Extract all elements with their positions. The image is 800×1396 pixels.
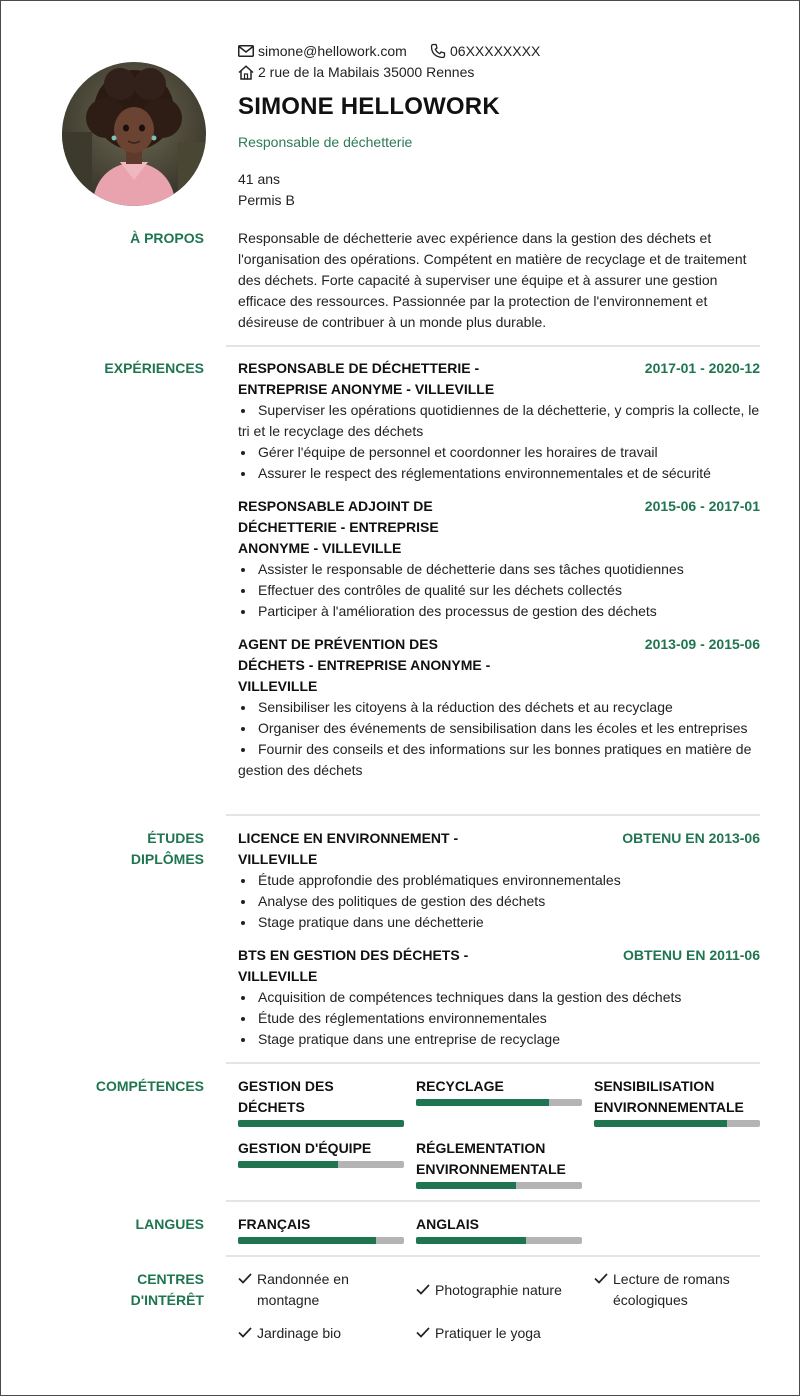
skill-item [416, 1138, 582, 1189]
check-icon [416, 1327, 430, 1338]
experience-entry [238, 358, 760, 484]
list-item: Assurer le respect des réglementations environnementales et de sécurité [238, 463, 760, 484]
interest-text: Photographie nature [435, 1282, 562, 1298]
language-bar-fill [416, 1237, 526, 1244]
language-item [416, 1214, 582, 1244]
skill-bar [238, 1161, 404, 1168]
list-item: Stage pratique dans une déchetterie [238, 912, 760, 933]
check-icon [594, 1273, 608, 1284]
entry-title: LICENCE EN ENVIRONNEMENT - VILLEVILLE [238, 830, 459, 867]
language-name: ANGLAIS [416, 1216, 479, 1232]
experience-entry [238, 496, 760, 622]
education-entry [238, 945, 760, 1050]
skills-label: COMPÉTENCES [95, 1078, 204, 1094]
entry-dates: OBTENU EN 2013-06 [622, 830, 760, 846]
divider [226, 1255, 760, 1257]
language-item [238, 1214, 404, 1244]
email[interactable]: simone@hellowork.com [258, 43, 407, 59]
skill-item [238, 1138, 404, 1168]
interest-text: Lecture de romans écologiques [613, 1271, 730, 1308]
language-name: FRANÇAIS [238, 1216, 311, 1232]
entry-dates: 2013-09 - 2015-06 [644, 636, 760, 652]
list-item: Superviser les opérations quotidiennes de la déchetterie, y compris la collecte, le tri et le recyclage des déchets [238, 400, 760, 442]
skill-name: GESTION D'ÉQUIPE [238, 1140, 372, 1156]
language-bar [416, 1237, 582, 1244]
entry-bullets [238, 870, 760, 933]
education-label [131, 828, 204, 870]
skill-bar-fill [238, 1161, 338, 1168]
experience-label: EXPÉRIENCES [104, 360, 204, 376]
list-item: Étude approfondie des problématiques environnementales [238, 870, 760, 891]
skill-bar-fill [416, 1182, 516, 1189]
email-icon [238, 45, 254, 57]
entry-bullets [238, 400, 760, 484]
entry-title: RESPONSABLE ADJOINT DE DÉCHETTERIE - ENTREPRISE ANONYME - VILLEVILLE [238, 498, 439, 556]
address-line [238, 64, 474, 80]
skill-name: SENSIBILISATION ENVIRONNEMENTALE [594, 1078, 744, 1115]
list-item: Étude des réglementations environnementales [238, 1008, 760, 1029]
skill-item [238, 1076, 404, 1127]
skill-item [416, 1076, 582, 1106]
skill-name: RÉGLEMENTATION ENVIRONNEMENTALE [416, 1140, 566, 1177]
interest-item [594, 1269, 760, 1311]
list-item: Sensibiliser les citoyens à la réduction des déchets et au recyclage [238, 697, 760, 718]
divider [226, 345, 760, 347]
interest-item [238, 1269, 398, 1311]
about-text: Responsable de déchetterie avec expérience dans la gestion des déchets et l'organisation des opérations. Compétent en matière de recyclage et de traitement des déchets. Forte capacité à superviser une équipe et à assurer une gestion efficace des ressources. Passionnée par la protection de l'environnement et désireuse de contribuer à un monde plus durable. [238, 230, 747, 330]
phone: 06XXXXXXXX [450, 43, 541, 59]
education-label-line: DIPLÔMES [130, 851, 204, 867]
skill-item [594, 1076, 760, 1127]
skill-name: GESTION DES DÉCHETS [238, 1078, 334, 1115]
about-label: À PROPOS [130, 230, 204, 246]
check-icon [238, 1273, 252, 1284]
phone-line [430, 43, 540, 59]
entry-dates: 2017-01 - 2020-12 [644, 360, 760, 376]
education-label-line: ÉTUDES [147, 830, 204, 846]
list-item: Analyse des politiques de gestion des déchets [238, 891, 760, 912]
entry-title: AGENT DE PRÉVENTION DES DÉCHETS - ENTREPRISE ANONYME - VILLEVILLE [238, 636, 491, 694]
language-bar [238, 1237, 404, 1244]
interest-text: Jardinage bio [257, 1325, 342, 1341]
divider [226, 814, 760, 816]
skill-bar [416, 1099, 582, 1106]
skill-bar-fill [416, 1099, 549, 1106]
entry-dates: OBTENU EN 2011-06 [623, 947, 760, 963]
address: 2 rue de la Mabilais 35000 Rennes [258, 64, 475, 80]
list-item: Gérer l'équipe de personnel et coordonner les horaires de travail [238, 442, 760, 463]
language-bar-fill [238, 1237, 376, 1244]
list-item: Assister le responsable de déchetterie dans ses tâches quotidiennes [238, 559, 760, 580]
experience-entry [238, 634, 760, 781]
profile-photo [62, 62, 206, 206]
age: 41 ans [238, 171, 281, 187]
divider [226, 1062, 760, 1064]
entry-dates: 2015-06 - 2017-01 [644, 498, 760, 514]
list-item: Acquisition de compétences techniques dans la gestion des déchets [238, 987, 760, 1008]
interests-label-line: D'INTÉRÊT [130, 1292, 204, 1308]
entry-title: BTS EN GESTION DES DÉCHETS - VILLEVILLE [238, 947, 469, 984]
skill-bar [238, 1120, 404, 1127]
education-entry [238, 828, 760, 933]
list-item: Organiser des événements de sensibilisation dans les écoles et les entreprises [238, 718, 760, 739]
skill-name: RECYCLAGE [416, 1078, 504, 1094]
interests-label [131, 1269, 204, 1311]
entry-title: RESPONSABLE DE DÉCHETTERIE - ENTREPRISE ANONYME - VILLEVILLE [238, 360, 495, 397]
skill-bar-fill [594, 1120, 727, 1127]
skill-bar [594, 1120, 760, 1127]
interests-label-line: CENTRES [137, 1271, 204, 1287]
divider [226, 1200, 760, 1202]
list-item: Fournir des conseils et des informations sur les bonnes pratiques en matière de gestion des déchets [238, 739, 760, 781]
list-item: Effectuer des contrôles de qualité sur les déchets collectés [238, 580, 760, 601]
job-title: Responsable de déchetterie [238, 134, 413, 150]
check-icon [416, 1284, 430, 1295]
check-icon [238, 1327, 252, 1338]
interest-text: Pratiquer le yoga [435, 1325, 541, 1341]
phone-icon [430, 43, 446, 59]
email-line [238, 43, 407, 59]
home-icon [238, 65, 254, 80]
entry-bullets [238, 987, 760, 1050]
interest-item [238, 1323, 398, 1344]
driving-license: Permis B [238, 192, 295, 208]
interest-item [416, 1323, 586, 1344]
interest-item [416, 1280, 586, 1301]
languages-label: LANGUES [135, 1216, 204, 1232]
candidate-name: SIMONE HELLOWORK [238, 93, 500, 120]
skill-bar [416, 1182, 582, 1189]
entry-bullets [238, 559, 760, 622]
entry-bullets [238, 697, 760, 781]
list-item: Participer à l'amélioration des processus de gestion des déchets [238, 601, 760, 622]
list-item: Stage pratique dans une entreprise de recyclage [238, 1029, 760, 1050]
interest-text: Randonnée en montagne [257, 1271, 349, 1308]
skill-bar-fill [238, 1120, 404, 1127]
